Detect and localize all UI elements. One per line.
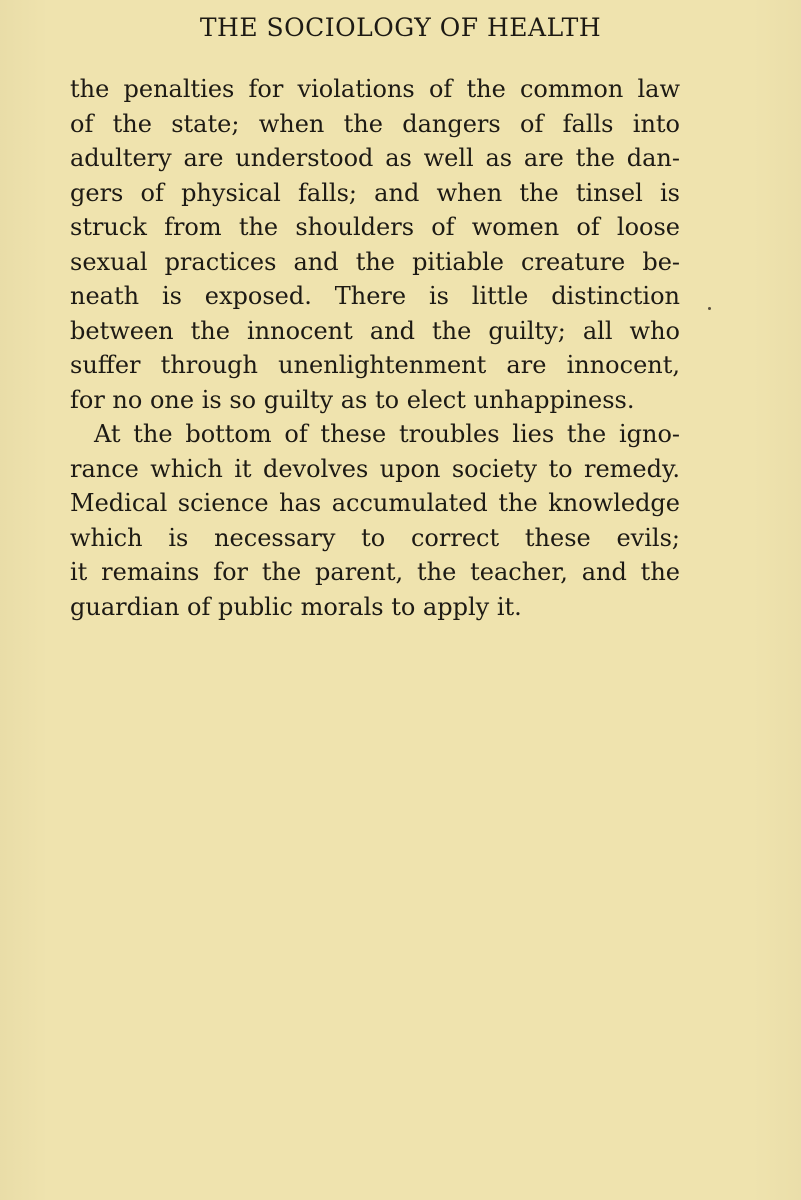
text-line: sexual practices and the pitiable creature be- <box>70 247 680 276</box>
text-line: gers of physical falls; and when the tinsel is <box>70 178 680 207</box>
text-line: for no one is so guilty as to elect unhappiness. <box>70 385 635 414</box>
running-head: THE SOCIOLOGY OF HEALTH <box>199 13 602 42</box>
text-line: guardian of public morals to apply it. <box>70 592 522 621</box>
text-line: which is necessary to correct these evils; <box>70 523 680 552</box>
text-line: between the innocent and the guilty; all who <box>70 316 680 345</box>
body-text <box>70 72 680 624</box>
text-line: neath is exposed. There is little distinction <box>70 282 680 310</box>
text-line: struck from the shoulders of women of loose <box>70 213 680 241</box>
text-line: of the state; when the dangers of falls into <box>70 109 680 138</box>
ink-speck <box>708 307 711 310</box>
text-line: adultery are understood as well as are the dan- <box>70 144 680 172</box>
text-line: Medical science has accumulated the knowledge <box>70 489 680 517</box>
text-line: suffer through unenlightenment are innocent, <box>70 351 680 379</box>
text-line: the penalties for violations of the common law <box>70 75 680 103</box>
text-line: it remains for the parent, the teacher, and the <box>70 558 680 586</box>
text-line: rance which it devolves upon society to remedy. <box>70 454 680 483</box>
text-line-paragraph-start: At the bottom of these troubles lies the igno- <box>94 420 680 448</box>
